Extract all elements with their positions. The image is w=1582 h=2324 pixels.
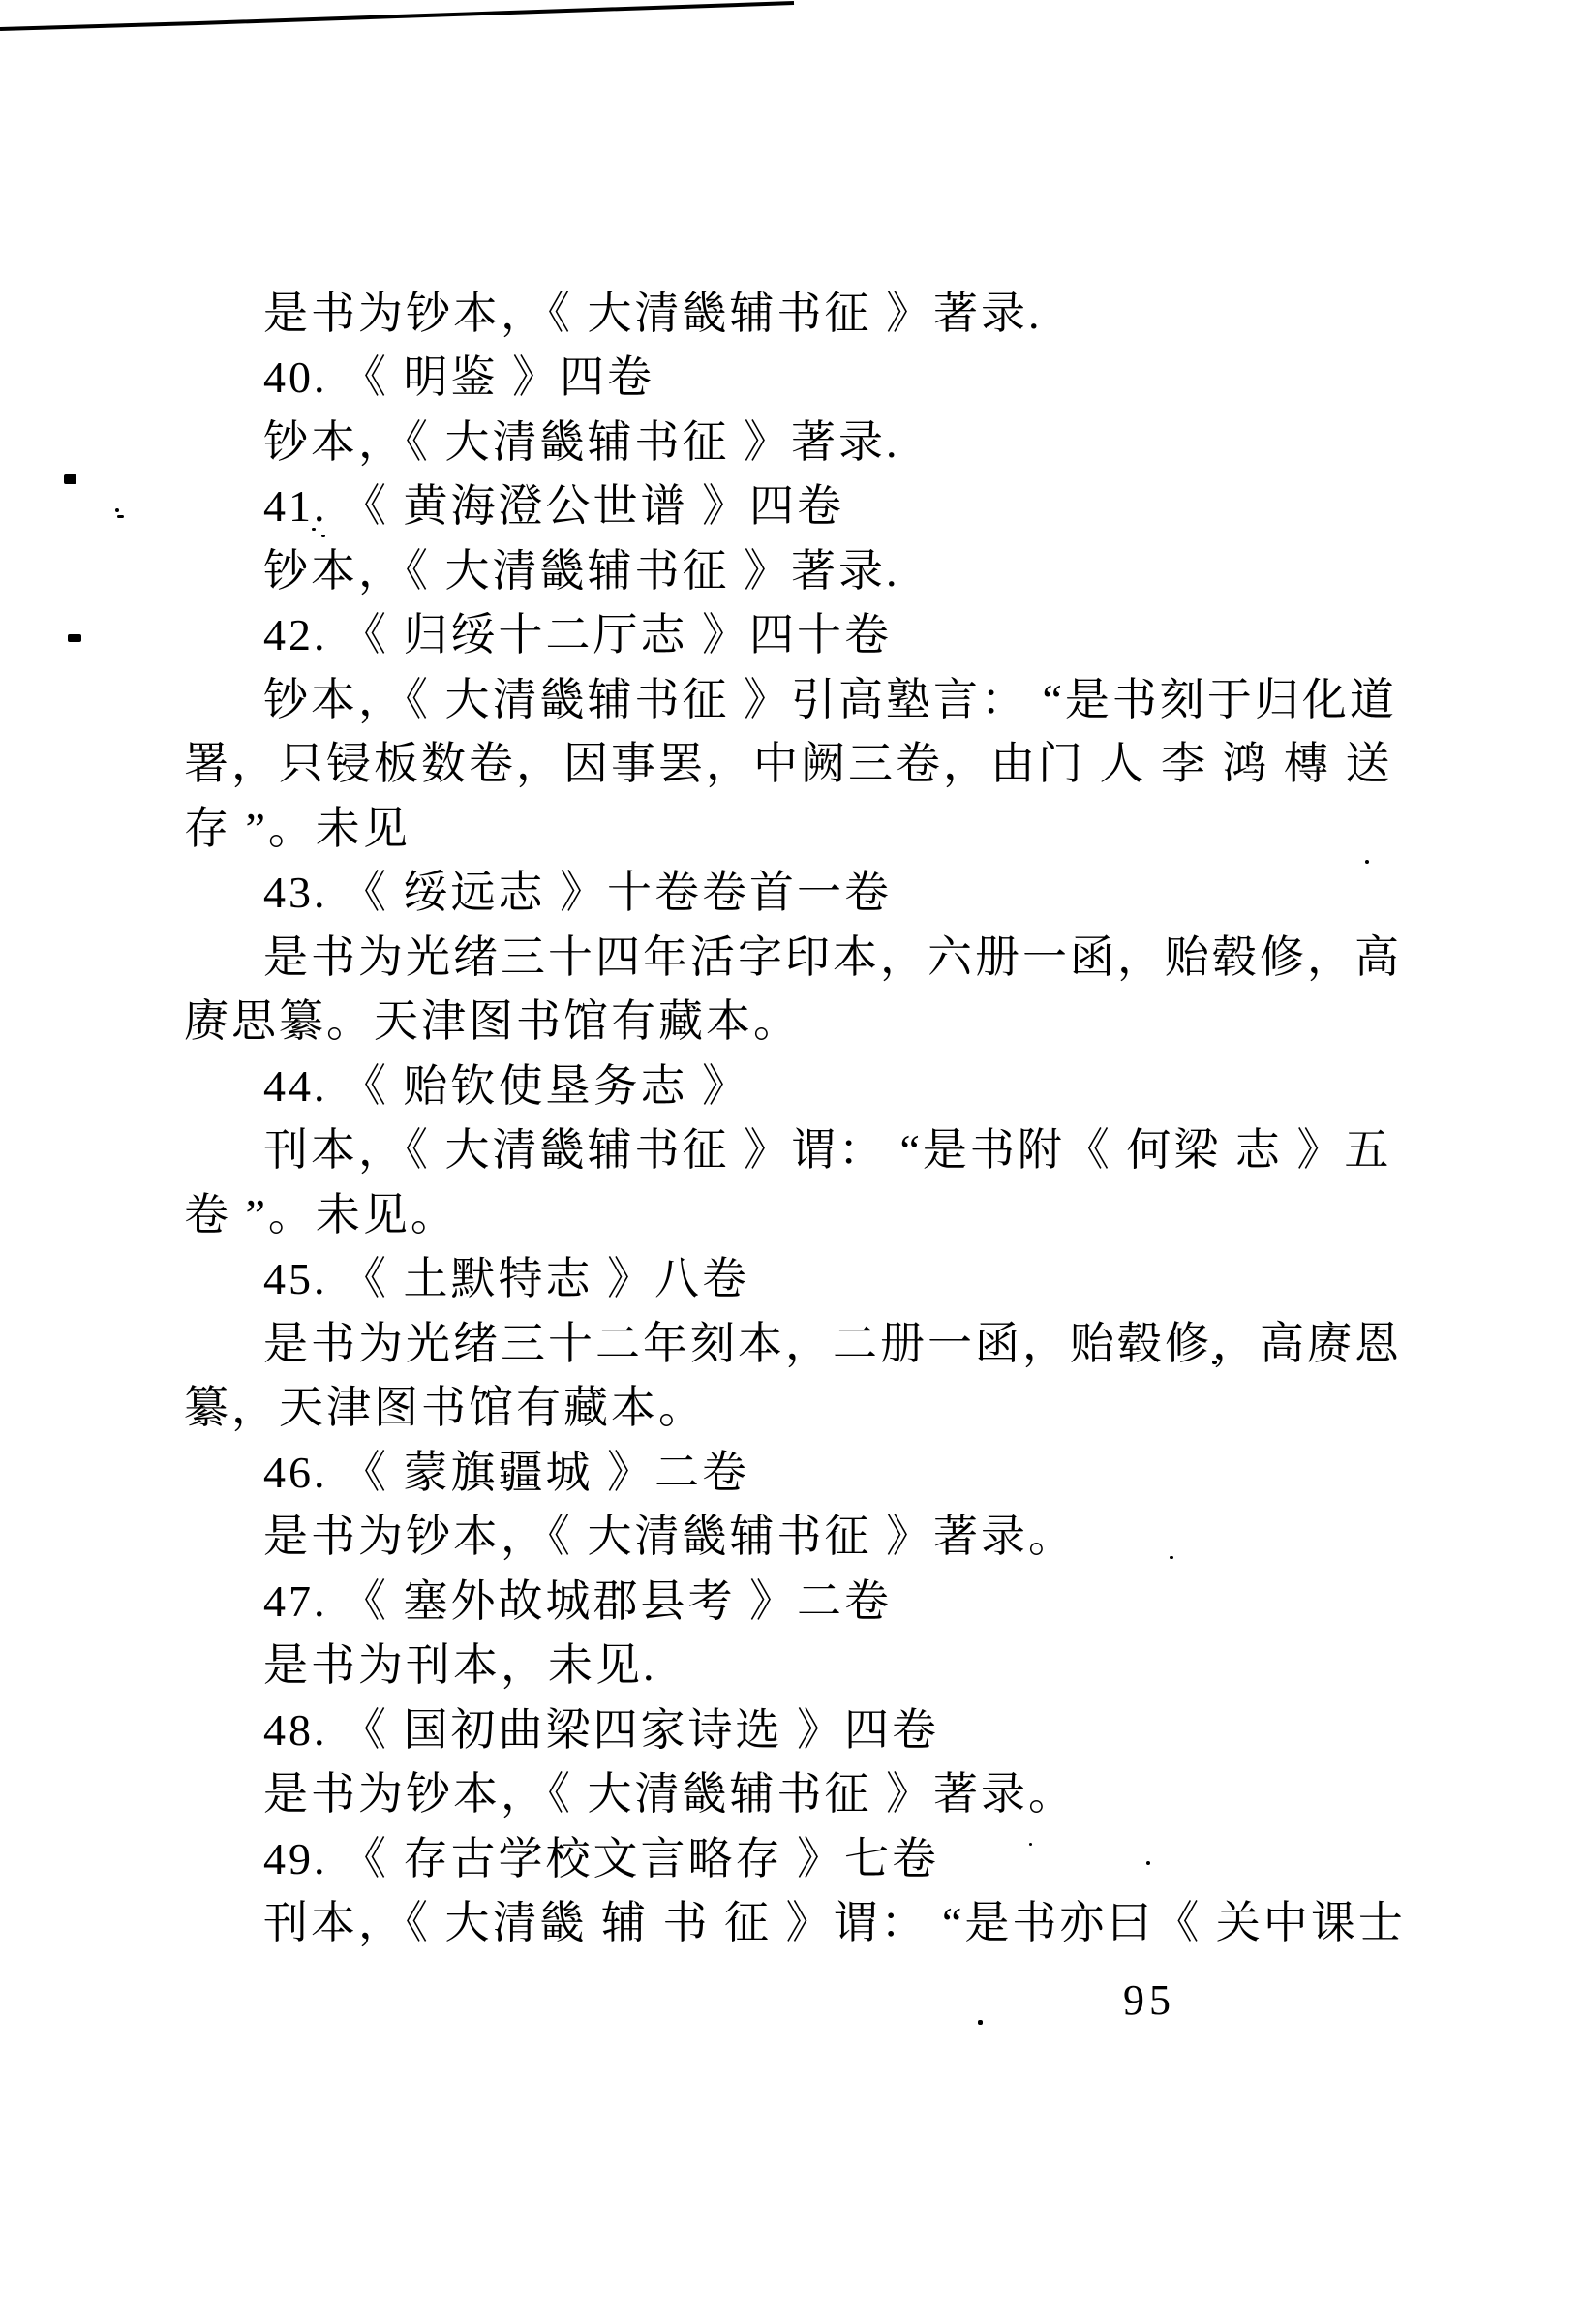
ink-speck bbox=[1146, 1861, 1150, 1865]
text-line: 是书为钞本，《 大清畿辅书征 》著录。 bbox=[263, 1512, 1076, 1561]
text-line: 刊本，《 大清畿 辅 书 征 》谓： “是书亦曰《 关中课士 bbox=[263, 1898, 1406, 1947]
text-line: 卷 ”。未见。 bbox=[184, 1190, 458, 1239]
text-line: 署，只锓板数卷，因事罢，中阙三卷，由门 人 李 鸿 槫 送 bbox=[184, 739, 1393, 788]
scan-streak-artifact bbox=[0, 0, 1582, 43]
ink-speck bbox=[321, 535, 325, 537]
text-line: 刊本，《 大清畿辅书征 》谓： “是书附《 何梁 志 》五 bbox=[263, 1125, 1392, 1175]
entry-heading-47: 47. 《 塞外故城郡县考 》二卷 bbox=[263, 1576, 892, 1626]
entry-heading-43: 43. 《 绥远志 》十卷卷首一卷 bbox=[263, 868, 892, 917]
entry-heading-44: 44. 《 贻钦使垦务志 》 bbox=[263, 1061, 749, 1111]
entry-heading-48: 48. 《 国初曲梁四家诗选 》四卷 bbox=[263, 1705, 939, 1755]
text-line: 钞本，《 大清畿辅书征 》著录. bbox=[263, 546, 900, 596]
text-line: 是书为光绪三十四年活字印本，六册一函，贻毂修，高 bbox=[263, 933, 1402, 982]
text-line: 是书为刊本，未见. bbox=[263, 1640, 657, 1690]
entry-heading-45: 45. 《 土默特志 》八卷 bbox=[263, 1254, 749, 1303]
text-line: 钞本，《 大清畿辅书征 》著录. bbox=[263, 417, 900, 467]
text-line: 存 ”。未见 bbox=[184, 804, 411, 853]
entry-heading-40: 40. 《 明鉴 》四卷 bbox=[263, 352, 654, 402]
text-line: 是书为钞本，《 大清畿辅书征 》著录. bbox=[263, 289, 1043, 338]
entry-heading-46: 46. 《 蒙旗疆城 》二卷 bbox=[263, 1448, 749, 1497]
text-line: 是书为钞本，《 大清畿辅书征 》著录。 bbox=[263, 1769, 1076, 1819]
entry-heading-49: 49. 《 存古学校文言略存 》七卷 bbox=[263, 1834, 939, 1883]
ink-speck bbox=[1170, 1556, 1173, 1559]
ink-speck bbox=[978, 2020, 983, 2025]
ink-speck bbox=[68, 634, 81, 642]
text-line: 纂，天津图书馆有藏本。 bbox=[184, 1383, 706, 1432]
ink-speck bbox=[117, 515, 124, 518]
entry-heading-41: 41. 《 黄海澄公世谱 》四卷 bbox=[263, 481, 844, 531]
ink-speck bbox=[1365, 860, 1369, 864]
page-number: 95 bbox=[1123, 1976, 1175, 2024]
text-line: 钞本，《 大清畿辅书征 》引高塾言： “是书刻于归化道 bbox=[263, 675, 1397, 724]
ink-speck bbox=[1029, 1843, 1032, 1846]
entry-heading-42: 42. 《 归绥十二厅志 》四十卷 bbox=[263, 610, 892, 659]
ink-speck bbox=[64, 474, 76, 484]
text-line: 是书为光绪三十二年刻本，二册一函，贻毂修，高赓恩 bbox=[263, 1319, 1402, 1368]
text-line: 赓思纂。天津图书馆有藏本。 bbox=[184, 996, 801, 1046]
ink-speck bbox=[115, 508, 119, 512]
